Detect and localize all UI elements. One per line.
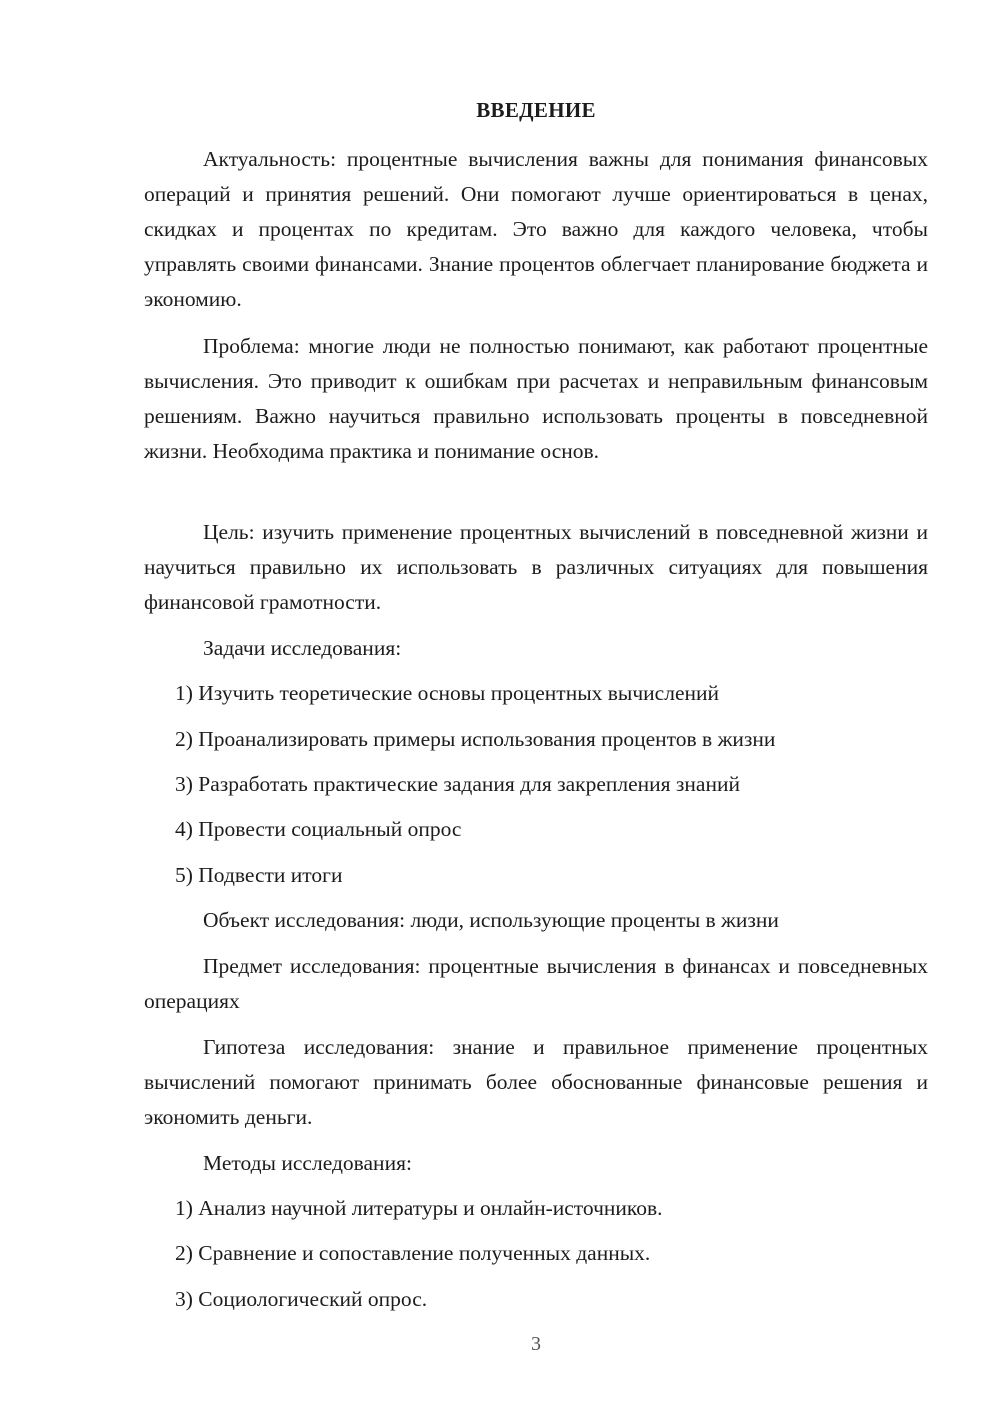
list-item: 3) Разработать практические задания для закрепления знаний xyxy=(175,772,740,796)
tasks-heading: Задачи исследования: xyxy=(203,636,402,660)
list-item: 2) Сравнение и сопоставление полученных данных. xyxy=(175,1241,651,1265)
relevance-paragraph: Актуальность: процентные вычисления важны для понимания финансовых операций и принятия решений. Они помогают лучше ориентироваться в ценах, скидках и процентах по кредитам. Это важно для каждого человека, чтобы управлять своими финансами. Знание процентов облегчает планирование бюджета и экономию. xyxy=(144,147,928,311)
object-paragraph: Объект исследования: люди, использующие проценты в жизни xyxy=(203,908,779,932)
list-item: 5) Подвести итоги xyxy=(175,863,343,887)
list-item: 4) Провести социальный опрос xyxy=(175,817,462,841)
methods-heading: Методы исследования: xyxy=(203,1151,412,1175)
page-number: 3 xyxy=(531,1333,541,1355)
list-item: 1) Изучить теоретические основы процентных вычислений xyxy=(175,681,720,705)
list-item: 1) Анализ научной литературы и онлайн-источников. xyxy=(175,1196,663,1220)
subject-paragraph: Предмет исследования: процентные вычисления в финансах и повседневных операциях xyxy=(144,954,928,1013)
list-item: 2) Проанализировать примеры использования процентов в жизни xyxy=(175,727,776,751)
page-title: ВВЕДЕНИЕ xyxy=(476,98,596,122)
list-item: 3) Социологический опрос. xyxy=(175,1287,428,1311)
hypothesis-paragraph: Гипотеза исследования: знание и правильное применение процентных вычислений помогают принимать более обоснованные финансовые решения и экономить деньги. xyxy=(144,1035,928,1129)
goal-paragraph: Цель: изучить применение процентных вычислений в повседневной жизни и научиться правильно их использовать в различных ситуациях для повышения финансовой грамотности. xyxy=(144,520,928,614)
problem-paragraph: Проблема: многие люди не полностью понимают, как работают процентные вычисления. Это приводит к ошибкам при расчетах и неправильным финансовым решениям. Важно научиться правильно использовать проценты в повседневной жизни. Необходима практика и понимание основ. xyxy=(144,334,928,463)
